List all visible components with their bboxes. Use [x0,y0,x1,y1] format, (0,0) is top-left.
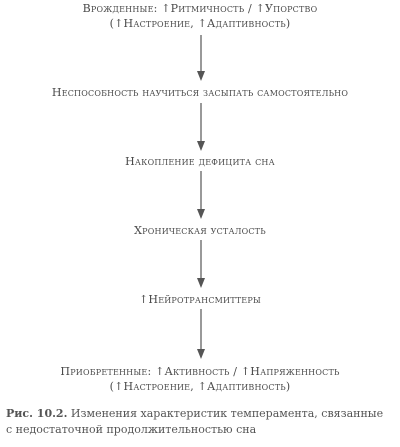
arrow-down-5 [196,309,206,359]
node-chronic-fatigue [0,223,400,238]
figure-caption-text2: с недостаточной продолжительностью сна [6,423,257,436]
arrow-down-4 [196,240,206,288]
arrow-down-1 [196,35,206,81]
node-inability-fall-asleep-text: Неспособность научиться засыпать самостоятельно [51,86,349,99]
node-acquired-traits-line2: (↑Настроение, ↑Адаптивность) [109,380,291,393]
node-innate-traits [0,1,400,31]
node-acquired-traits-line1: Приобретенные: ↑Активность / ↑Напряженность [60,365,340,378]
node-inability-fall-asleep [0,85,400,100]
node-acquired-traits [0,364,400,394]
figure-caption-text1: Изменения характеристик темперамента, связанные [67,407,384,420]
node-neurotransmitters [0,292,400,307]
node-innate-traits-line2: (↑Настроение, ↑Адаптивность) [109,17,291,30]
node-innate-traits-line1: Врожденные: ↑Ритмичность / ↑Упорство [82,2,318,15]
arrow-down-3 [196,171,206,219]
figure-caption-row1 [6,406,398,422]
node-sleep-deficit-text: Накопление дефицита сна [125,155,275,168]
node-chronic-fatigue-text: Хроническая усталость [134,224,266,237]
figure-caption-label: Рис. 10.2. [6,407,68,420]
node-sleep-deficit [0,154,400,169]
arrow-down-2 [196,103,206,151]
node-neurotransmitters-text: ↑Нейротрансмиттеры [139,293,261,306]
figure-caption [6,406,398,438]
